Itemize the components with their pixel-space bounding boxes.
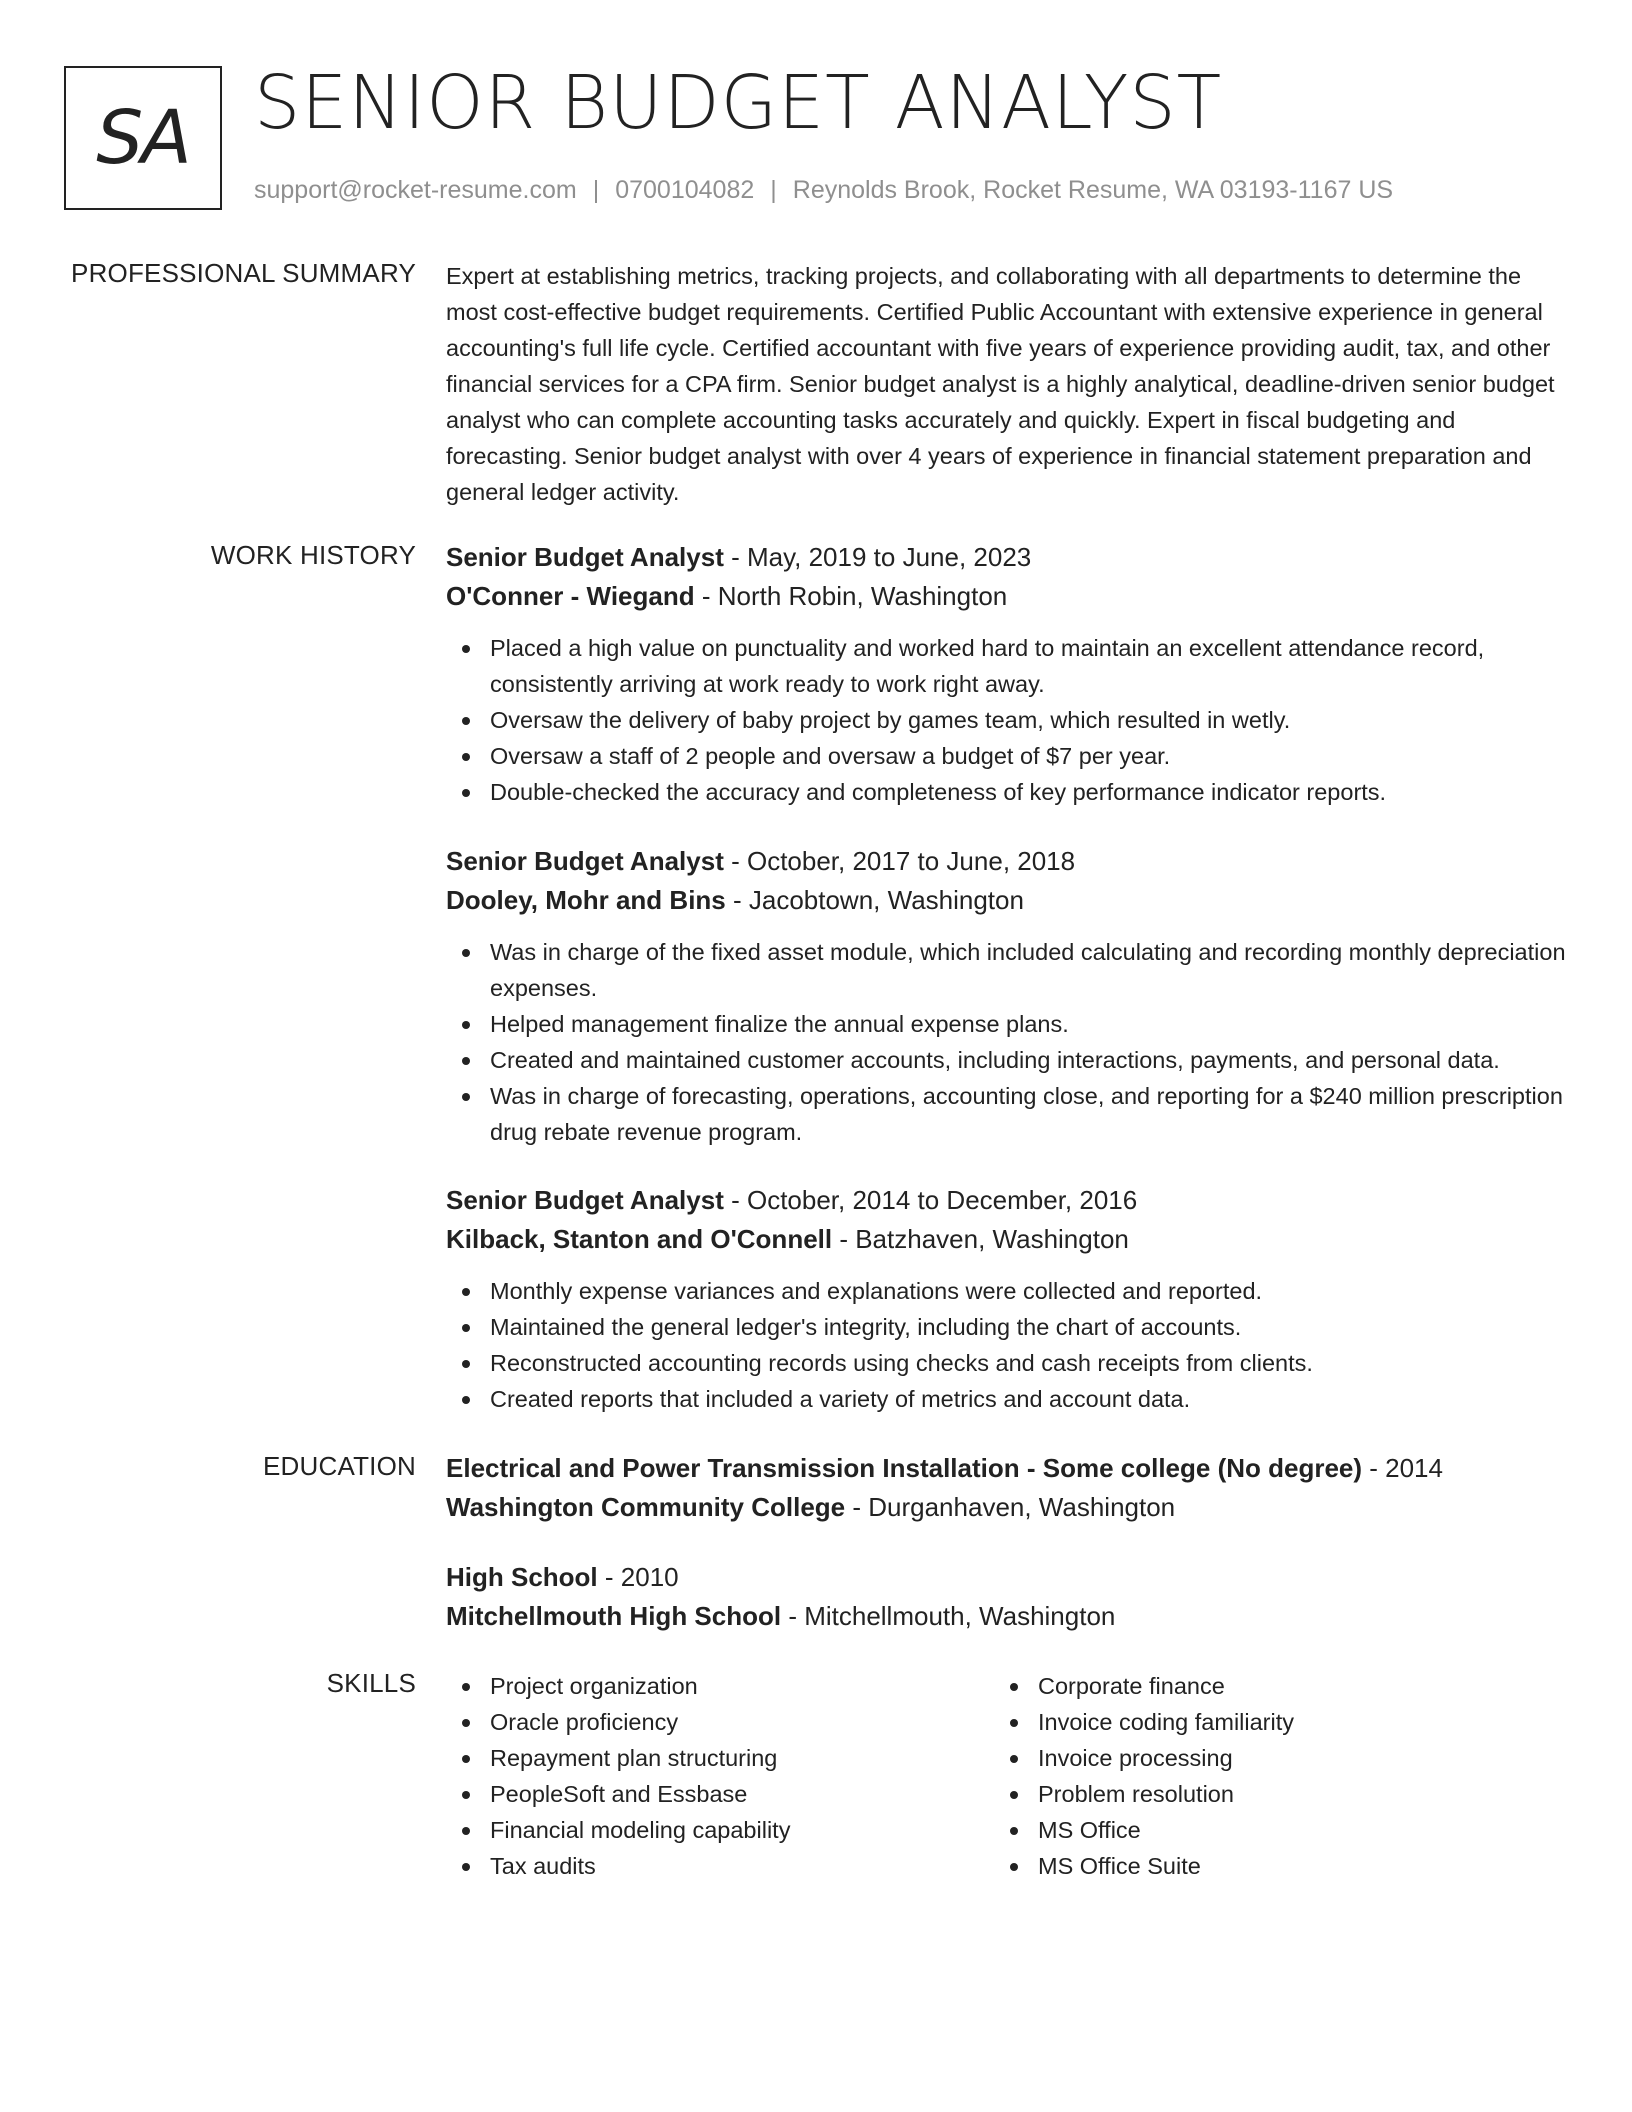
monogram-box	[64, 66, 222, 210]
education-entry	[446, 1449, 1566, 1527]
job-title: Senior Budget Analyst	[446, 542, 724, 572]
job-title-line	[446, 842, 1566, 881]
skills-column-right	[994, 1668, 1542, 1884]
list-item: Double-checked the accuracy and completeness of key performance indicator reports.	[446, 774, 1566, 810]
list-item: Created and maintained customer accounts, including interactions, payments, and personal data.	[446, 1042, 1566, 1078]
list-item: Reconstructed accounting records using checks and cash receipts from clients.	[446, 1345, 1566, 1381]
contact-separator: |	[770, 176, 777, 204]
list-item: Repayment plan structuring	[446, 1740, 994, 1776]
job-location: - Jacobtown, Washington	[725, 885, 1024, 915]
list-item: MS Office Suite	[994, 1848, 1542, 1884]
job-company: Dooley, Mohr and Bins	[446, 885, 726, 915]
list-item: Problem resolution	[994, 1776, 1542, 1812]
education-year: - 2014	[1362, 1453, 1443, 1483]
job-bullets	[446, 1273, 1566, 1417]
contact-line	[254, 176, 1393, 205]
list-item: Oversaw a staff of 2 people and oversaw a budget of $7 per year.	[446, 738, 1566, 774]
job-location: - Batzhaven, Washington	[832, 1224, 1129, 1254]
list-item: Placed a high value on punctuality and worked hard to maintain an excellent attendance record, consistently arriving at work ready to work right away.	[446, 630, 1566, 702]
job-location: - North Robin, Washington	[694, 581, 1008, 611]
education-year: - 2010	[597, 1562, 679, 1592]
job-title-line	[446, 538, 1566, 577]
list-item: Oracle proficiency	[446, 1704, 994, 1740]
job-company-line	[446, 577, 1566, 616]
summary-section	[446, 258, 1566, 510]
list-item: Monthly expense variances and explanations were collected and reported.	[446, 1273, 1566, 1309]
education-school-line	[446, 1488, 1566, 1527]
section-label-summary: PROFESSIONAL SUMMARY	[71, 258, 416, 288]
section-label-skills: SKILLS	[326, 1668, 416, 1698]
section-label-education: EDUCATION	[263, 1451, 416, 1481]
education-degree: Electrical and Power Transmission Installation - Some college (No degree)	[446, 1453, 1363, 1483]
job-company: Kilback, Stanton and O'Connell	[446, 1224, 833, 1254]
list-item: Corporate finance	[994, 1668, 1542, 1704]
list-item: Project organization	[446, 1668, 994, 1704]
education-degree-line	[446, 1449, 1566, 1488]
list-item: Created reports that included a variety of metrics and account data.	[446, 1381, 1566, 1417]
list-item: Tax audits	[446, 1848, 994, 1884]
job-company: O'Conner - Wiegand	[446, 581, 695, 611]
list-item: Oversaw the delivery of baby project by games team, which resulted in wetly.	[446, 702, 1566, 738]
education-school-line	[446, 1597, 1566, 1636]
education-school: Washington Community College	[446, 1492, 846, 1522]
monogram-initials: SA	[96, 95, 190, 181]
job-dates: - October, 2017 to June, 2018	[723, 846, 1076, 876]
list-item: MS Office	[994, 1812, 1542, 1848]
job-bullets	[446, 934, 1566, 1150]
list-item: Maintained the general ledger's integrity, including the chart of accounts.	[446, 1309, 1566, 1345]
job-bullets	[446, 630, 1566, 810]
section-label-work-history: WORK HISTORY	[210, 540, 416, 570]
list-item: Was in charge of forecasting, operations, accounting close, and reporting for a $240 million prescription drug rebate revenue program.	[446, 1078, 1566, 1150]
job-title-line	[446, 1181, 1566, 1220]
job-entry	[446, 1181, 1566, 1417]
job-company-line	[446, 1220, 1566, 1259]
education-degree-line	[446, 1558, 1566, 1597]
list-item: Invoice coding familiarity	[994, 1704, 1542, 1740]
contact-address: Reynolds Brook, Rocket Resume, WA 03193-1167 US	[792, 176, 1394, 204]
job-dates: - October, 2014 to December, 2016	[723, 1185, 1138, 1215]
contact-email: support@rocket-resume.com	[254, 176, 577, 204]
education-school: Mitchellmouth High School	[446, 1601, 782, 1631]
list-item: Was in charge of the fixed asset module, which included calculating and recording monthly depreciation expenses.	[446, 934, 1566, 1006]
skills-section	[446, 1668, 1566, 1884]
education-location: - Durganhaven, Washington	[845, 1492, 1176, 1522]
job-dates: - May, 2019 to June, 2023	[723, 542, 1032, 572]
education-entry	[446, 1558, 1566, 1636]
job-entry	[446, 538, 1566, 810]
job-title: Senior Budget Analyst	[446, 1185, 724, 1215]
list-item: Financial modeling capability	[446, 1812, 994, 1848]
job-entry	[446, 842, 1566, 1150]
contact-separator: |	[592, 176, 600, 204]
skills-column-left	[446, 1668, 994, 1884]
education-location: - Mitchellmouth, Washington	[781, 1601, 1116, 1631]
list-item: Invoice processing	[994, 1740, 1542, 1776]
resume-title: SENIOR BUDGET ANALYST	[254, 60, 1223, 146]
job-company-line	[446, 881, 1566, 920]
summary-text: Expert at establishing metrics, tracking projects, and collaborating with all departments to determine the most cost-effective budget requirements. Certified Public Accountant with extensive experience in general accounting's full life cycle. Certified accountant with five years of experience providing audit, tax, and other financial services for a CPA firm. Senior budget analyst is a highly analytical, deadline-driven senior budget analyst who can complete accounting tasks accurately and quickly. Expert in fiscal budgeting and forecasting. Senior budget analyst with over 4 years of experience in financial statement preparation and general ledger activity.	[446, 263, 1555, 505]
list-item: PeopleSoft and Essbase	[446, 1776, 994, 1812]
job-title: Senior Budget Analyst	[446, 846, 724, 876]
contact-phone: 0700104082	[615, 176, 755, 204]
education-degree: High School	[446, 1562, 598, 1592]
list-item: Helped management finalize the annual expense plans.	[446, 1006, 1566, 1042]
